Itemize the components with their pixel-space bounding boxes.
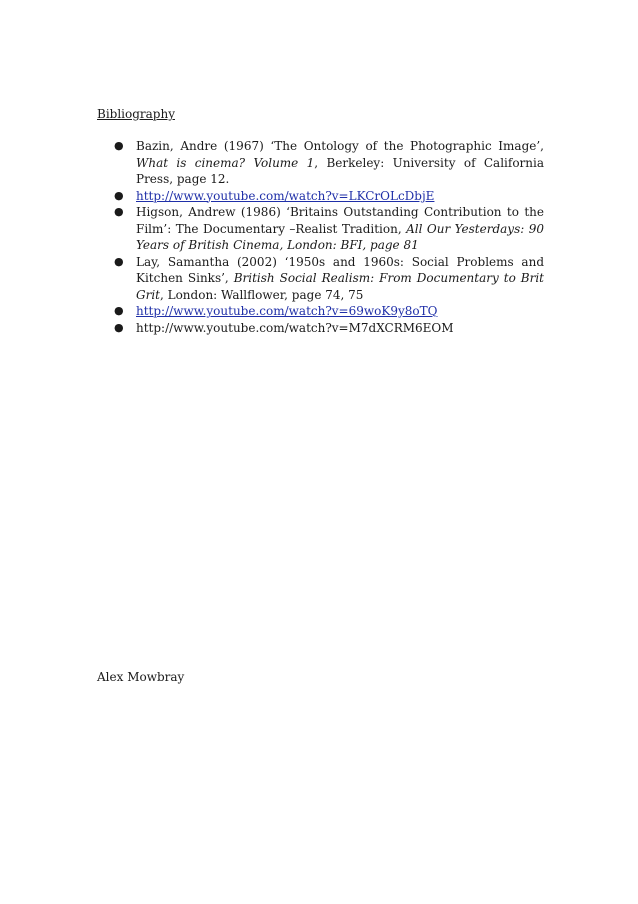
entry-title: All Our Yesterdays: 90 Years of British Cinema, London: BFI, page 81 — [136, 221, 544, 252]
bibliography-heading: Bibliography — [97, 107, 175, 121]
bibliography-entry-lay — [97, 254, 544, 304]
bullet-icon: ● — [114, 188, 124, 202]
youtube-link-1[interactable]: http://www.youtube.com/watch?v=LKCrOLcDbjE — [136, 188, 435, 203]
bibliography-entry-bazin — [97, 138, 544, 188]
entry-text: Higson, Andrew (1986) ‘Britains Outstanding Contribution to the Film’: The Documentary –Realist Tradition, — [136, 205, 544, 236]
bullet-icon: ● — [114, 304, 124, 317]
youtube-link-2[interactable]: http://www.youtube.com/watch?v=69woK9y8oTQ — [136, 304, 438, 318]
bibliography-entry-higson — [97, 204, 544, 254]
bibliography-entry-url-1 — [97, 188, 544, 205]
bibliography-list — [97, 138, 544, 336]
entry-text: Lay, Samantha (2002) ‘1950s and 1960s: Social Problems and Kitchen Sinks’, — [136, 254, 544, 285]
entry-text: , London: Wallflower, page 74, 75 — [159, 287, 364, 302]
bullet-icon: ● — [114, 139, 124, 152]
entry-text: , Berkeley: University of California Press, page 12. — [136, 155, 544, 186]
bullet-icon: ● — [114, 205, 124, 218]
bibliography-entry-url-3 — [97, 320, 544, 337]
bullet-icon: ● — [114, 254, 124, 268]
author-name: Alex Mowbray — [97, 670, 185, 684]
bibliography-entry-url-2 — [97, 303, 544, 320]
bullet-icon: ● — [114, 320, 124, 334]
entry-title: What is cinema? Volume 1 — [136, 155, 315, 170]
entry-title: British Social Realism: From Documentary to Brit Grit — [136, 271, 544, 302]
youtube-url-text: http://www.youtube.com/watch?v=M7dXCRM6EOM — [136, 320, 454, 335]
entry-text: Bazin, Andre (1967) ‘The Ontology of the Photographic Image’, — [136, 139, 544, 153]
